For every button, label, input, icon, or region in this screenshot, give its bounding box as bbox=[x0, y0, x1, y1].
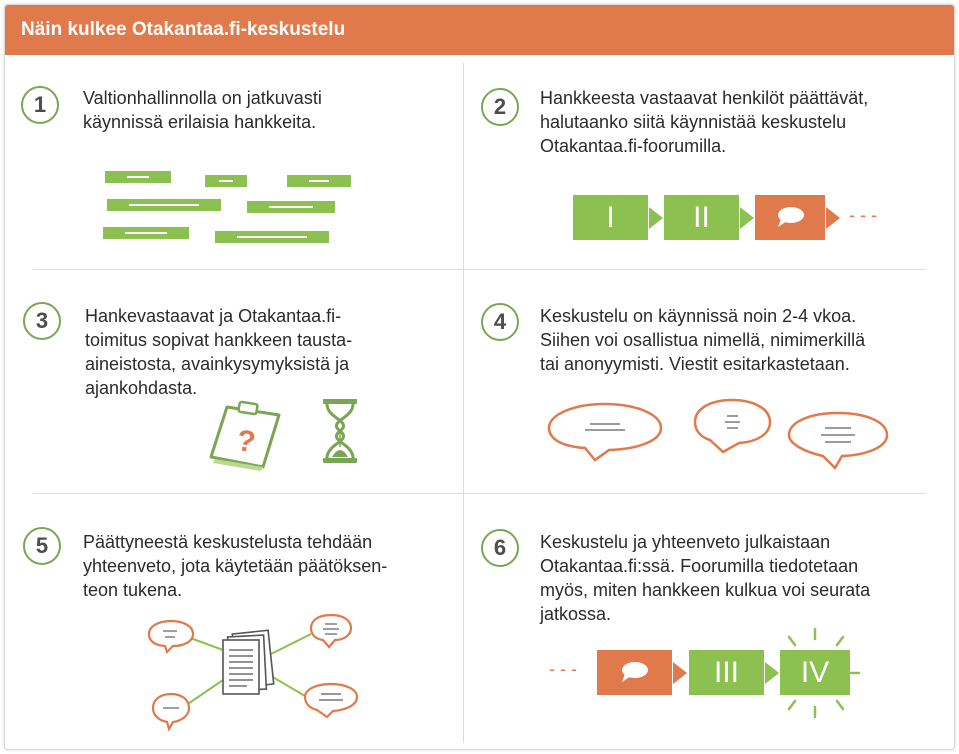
step-text-line: Hankkeesta vastaavat henkilöt päättävät, bbox=[540, 88, 869, 108]
speech-bubble-icon bbox=[775, 206, 805, 228]
step-text-line: Otakantaa.fi-foorumilla. bbox=[540, 136, 727, 156]
step-text-line: toimitus sopivat hankkeen tausta- bbox=[85, 330, 353, 350]
step-number-badge: 5 bbox=[23, 527, 61, 565]
step-text bbox=[540, 530, 870, 626]
step-text-line: myös, miten hankkeen kulkua voi seurata bbox=[540, 580, 871, 600]
clipboard-question-icon bbox=[207, 401, 283, 471]
document-stack-icon bbox=[223, 630, 274, 694]
continuation-dashes: - - - bbox=[549, 659, 577, 679]
arrow-right-icon bbox=[740, 207, 754, 229]
phase-box-discussion bbox=[755, 195, 825, 240]
step-text-line: halutaanko siitä käynnistää keskustelu bbox=[540, 112, 847, 132]
summary-network-icon bbox=[143, 610, 383, 735]
hourglass-icon bbox=[320, 397, 360, 465]
step-text-line: aineistosta, avainkysymyksistä ja bbox=[85, 354, 350, 374]
step-text-line: teon tukena. bbox=[83, 580, 183, 600]
page-title: Näin kulkee Otakantaa.fi-keskustelu bbox=[21, 19, 346, 40]
row-divider-2 bbox=[33, 493, 926, 494]
step-text-line: Siihen voi osallistua nimellä, nimimerkillä bbox=[540, 330, 866, 350]
step-text bbox=[540, 86, 868, 158]
phase-box-discussion bbox=[597, 650, 672, 695]
step-text bbox=[83, 530, 387, 602]
continuation-dashes: - - - bbox=[849, 205, 877, 225]
step-text bbox=[540, 304, 865, 376]
sunburst-icon bbox=[765, 623, 865, 723]
column-divider bbox=[463, 63, 464, 743]
step-text-line: tai anonyymisti. Viestit esitarkastetaan. bbox=[540, 354, 850, 374]
step-text-line: Valtionhallinnolla on jatkuvasti bbox=[83, 88, 322, 108]
step-text-line: Hankevastaavat ja Otakantaa.fi- bbox=[85, 306, 342, 326]
phase-box-1: I bbox=[573, 195, 648, 240]
step-text-line: yhteenveto, jota käytetään päätöksen- bbox=[83, 556, 388, 576]
step-number-badge: 3 bbox=[23, 302, 61, 340]
row-divider-1 bbox=[33, 269, 926, 270]
step-text-line: jatkossa. bbox=[540, 604, 612, 624]
step-number-badge: 6 bbox=[481, 529, 519, 567]
phase-box-4: IV bbox=[780, 650, 850, 695]
speech-bubble-icon bbox=[619, 661, 649, 683]
step-number-badge: 1 bbox=[21, 86, 59, 124]
step-text-line: Päättyneestä keskustelusta tehdään bbox=[83, 532, 373, 552]
phase-box-3: III bbox=[689, 650, 764, 695]
step-text-line: Otakantaa.fi:ssä. Foorumilla tiedotetaan bbox=[540, 556, 859, 576]
step-number-badge: 2 bbox=[481, 88, 519, 126]
step-text-line: Keskustelu on käynnissä noin 2-4 vkoa. bbox=[540, 306, 857, 326]
phase-box-2: II bbox=[664, 195, 739, 240]
step-text-line: ajankohdasta. bbox=[85, 378, 198, 398]
step-text-line: Keskustelu ja yhteenveto julkaistaan bbox=[540, 532, 831, 552]
svg-text:?: ? bbox=[234, 423, 258, 460]
step-text bbox=[85, 304, 352, 400]
arrow-right-icon bbox=[649, 207, 663, 229]
step-number-badge: 4 bbox=[481, 303, 519, 341]
step-text bbox=[83, 86, 322, 134]
step-text-line: käynnissä erilaisia hankkeita. bbox=[83, 112, 317, 132]
arrow-right-icon bbox=[826, 207, 840, 229]
speech-bubbles-icon bbox=[545, 390, 895, 475]
arrow-right-icon bbox=[673, 662, 687, 684]
header-bar bbox=[5, 5, 954, 55]
infographic-frame bbox=[4, 4, 955, 750]
project-bars-icon bbox=[101, 163, 361, 243]
